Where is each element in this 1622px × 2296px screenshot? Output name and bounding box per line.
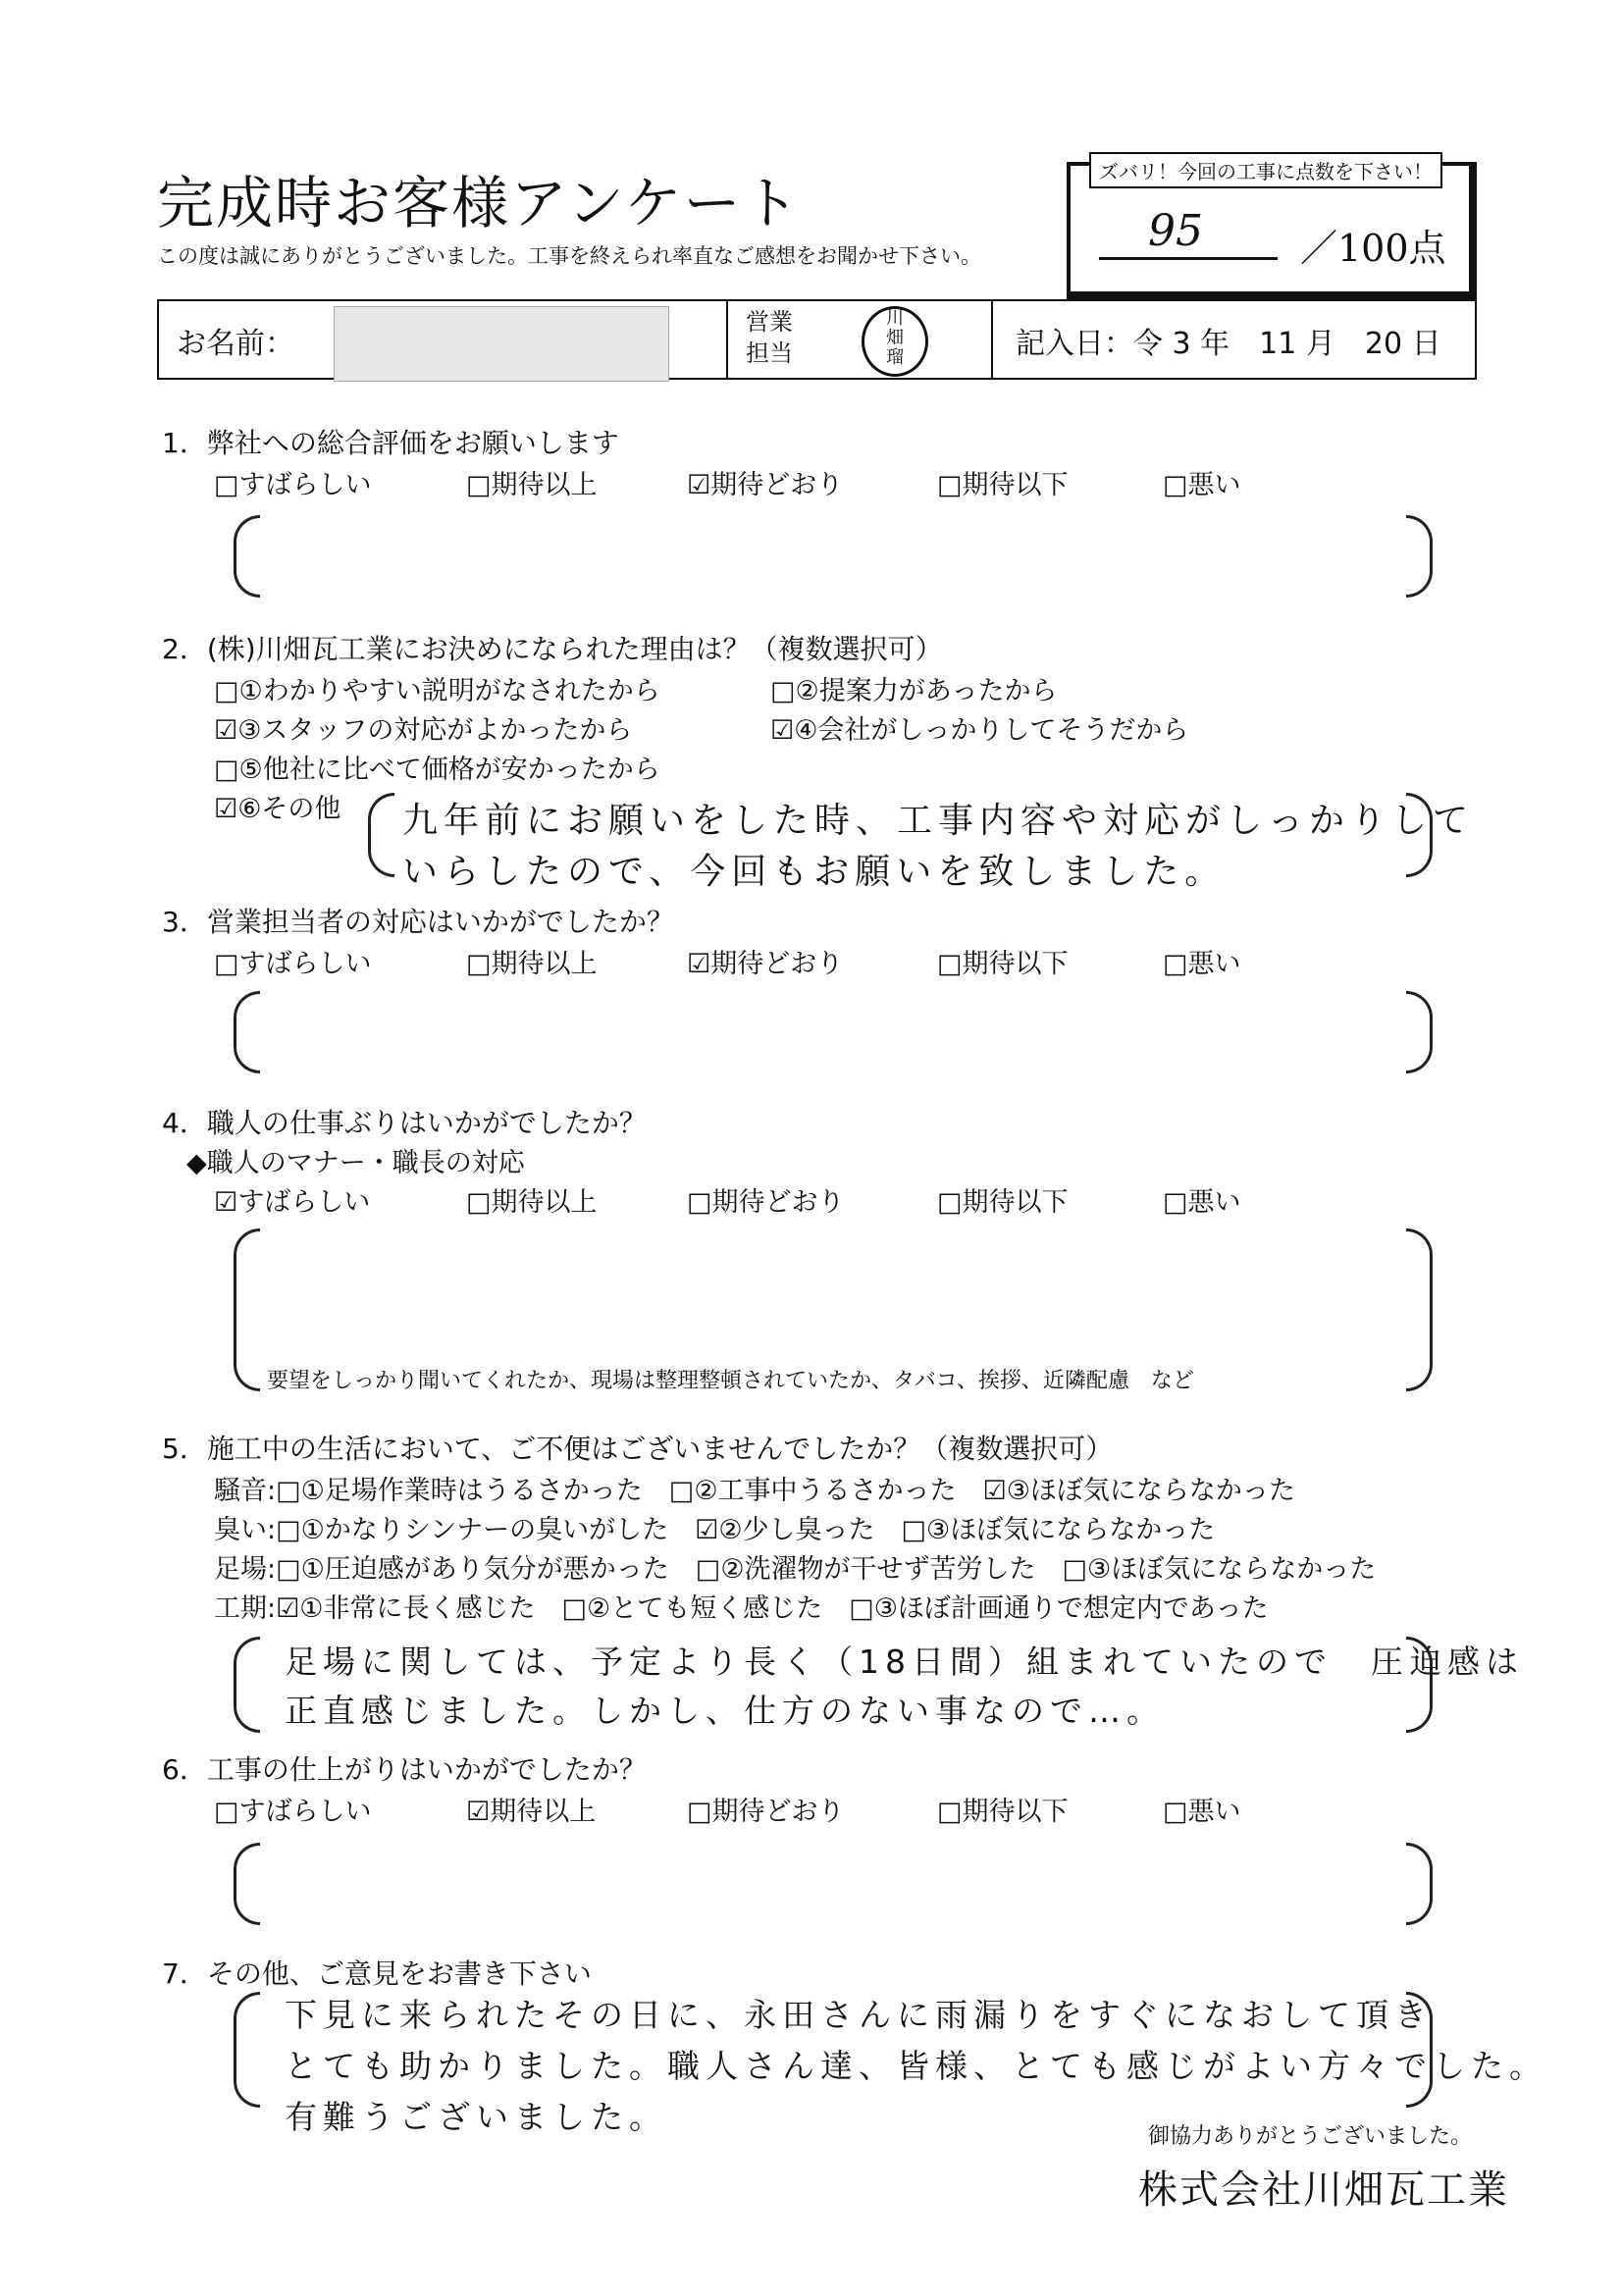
q6-title: 6．工事の仕上がりはいかがでしたか？ [162, 1753, 647, 1786]
q5-scaffold-row[interactable]: 足場:□①圧迫感があり気分が悪かった □②洗濯物が干せず苦労した □③ほぼ気にならなかった [214, 1554, 1377, 1585]
q7-title: 7．その他、ご意見をお書き下さい [162, 1957, 592, 1990]
q4-subtitle: ◆職人のマナー・職長の対応 [186, 1148, 525, 1178]
q6-comment-bracket-right [1406, 1843, 1433, 1925]
q5-title: 5．施工中の生活において、ご不便はございませんでしたか？（複数選択可） [162, 1433, 1114, 1465]
q1-option[interactable]: □すばらしい [214, 470, 372, 500]
sales-label: 営業 担当 [746, 308, 793, 367]
q4-option[interactable]: □悪い [1163, 1187, 1241, 1218]
q7-comment-bracket-left [234, 1992, 260, 2108]
q6-option[interactable]: □期待以下 [937, 1797, 1069, 1827]
q1-option[interactable]: □悪い [1163, 470, 1241, 500]
q7-comment-line-1: 下見に来られたその日に、永田さんに雨漏りをすぐになおして頂き [285, 1996, 1433, 2034]
q3-option[interactable]: □すばらしい [214, 949, 372, 979]
q3-option[interactable]: ☑期待どおり [687, 949, 844, 979]
q2-option[interactable]: ☑③スタッフの対応がよかったから [214, 715, 633, 746]
q1-title: 1．弊社への総合評価をお願いします [162, 427, 619, 459]
q3-option[interactable]: □期待以上 [466, 949, 598, 979]
info-divider [726, 299, 728, 380]
score-label: ズバリ！今回の工事に点数を下さい！ [1089, 152, 1442, 188]
q1-option[interactable]: □期待以上 [466, 470, 598, 500]
score-value: 95 [1148, 206, 1203, 256]
q3-option[interactable]: □期待以下 [937, 949, 1069, 979]
info-divider [991, 299, 993, 380]
q4-comment-bracket-left [234, 1228, 260, 1391]
name-label: お名前： [177, 327, 294, 361]
page-title: 完成時お客様アンケート [157, 170, 802, 236]
q3-title: 3．営業担当者の対応はいかがでしたか？ [162, 906, 674, 938]
sales-stamp: 川 畑 瑠 [862, 306, 928, 377]
page-subtitle: この度は誠にありがとうございました。工事を終えられ率直なご感想をお聞かせ下さい。 [157, 244, 981, 268]
q3-comment-bracket-right [1406, 991, 1433, 1073]
q2-comment-bracket-left [368, 793, 394, 877]
q6-option[interactable]: □期待どおり [687, 1797, 845, 1827]
q6-option[interactable]: ☑期待以上 [466, 1797, 597, 1827]
q5-period-row[interactable]: 工期:☑①非常に長く感じた □②とても短く感じた □③ほぼ計画通りで想定内であった [214, 1593, 1269, 1624]
q6-option[interactable]: □すばらしい [214, 1797, 372, 1827]
q5-noise-row[interactable]: 騒音:□①足場作業時はうるさかった □②工事中うるさかった ☑③ほぼ気にならなかった [214, 1476, 1295, 1506]
q2-option[interactable]: □⑤他社に比べて価格が安かったから [214, 755, 660, 785]
q5-comment-line-2: 正直感じました。しかし、仕方のない事なので…。 [285, 1692, 1165, 1730]
company-name: 株式会社川畑瓦工業 [1138, 2167, 1509, 2213]
q2-option[interactable]: ☑④会社がしっかりしてそうだから [770, 715, 1189, 746]
q1-option[interactable]: □期待以下 [937, 470, 1069, 500]
q1-comment-bracket-left [234, 515, 260, 598]
q4-option[interactable]: □期待以下 [937, 1187, 1069, 1218]
q2-option[interactable]: ☑⑥その他 [214, 794, 341, 824]
q5-smell-row[interactable]: 臭い:□①かなりシンナーの臭いがした ☑②少し臭った □③ほぼ気にならなかった [214, 1515, 1216, 1545]
q5-comment-bracket-left [234, 1637, 260, 1733]
q1-option[interactable]: ☑期待どおり [687, 470, 844, 500]
q4-option[interactable]: ☑すばらしい [214, 1187, 371, 1218]
q4-option[interactable]: □期待どおり [687, 1187, 845, 1218]
q7-comment-line-2: とても助かりました。職人さん達、皆様、とても感じがよい方々でした。 [285, 2047, 1547, 2085]
name-redacted-field [334, 306, 669, 382]
score-max: ／100点 [1300, 227, 1446, 270]
q6-comment-bracket-left [234, 1843, 260, 1925]
q2-comment-line-1: 九年前にお願いをした時、工事内容や対応がしっかりして [402, 801, 1475, 841]
q4-title: 4．職人の仕事ぶりはいかがでしたか？ [162, 1107, 647, 1139]
q2-comment-line-2: いらしたので、今回もお願いを致しました。 [402, 852, 1227, 892]
q3-option[interactable]: □悪い [1163, 949, 1241, 979]
q4-comment-bracket-right [1406, 1228, 1433, 1391]
q2-option[interactable]: □②提案力があったから [770, 676, 1058, 706]
q7-comment-line-3: 有難うございました。 [285, 2098, 667, 2136]
q6-option[interactable]: □悪い [1163, 1797, 1241, 1827]
footer-thanks: 御協力ありがとうございました。 [1148, 2124, 1473, 2149]
score-underline [1099, 257, 1278, 260]
q3-comment-bracket-left [234, 991, 260, 1073]
q5-comment-line-1: 足場に関しては、予定より長く（18日間）組まれていたので 圧迫感は [285, 1643, 1524, 1681]
date-entry: 記入日：令 3 年 11 月 20 日 [1016, 327, 1441, 361]
q2-option[interactable]: □①わかりやすい説明がなされたから [214, 676, 660, 706]
q4-option[interactable]: □期待以上 [466, 1187, 598, 1218]
q1-comment-bracket-right [1406, 515, 1433, 598]
q4-hint-note: 要望をしっかり聞いてくれたか、現場は整理整頓されていたか、タバコ、挨拶、近隣配慮 など [267, 1369, 1194, 1393]
q2-title: 2．(株)川畑瓦工業にお決めになられた理由は？（複数選択可） [162, 633, 943, 665]
